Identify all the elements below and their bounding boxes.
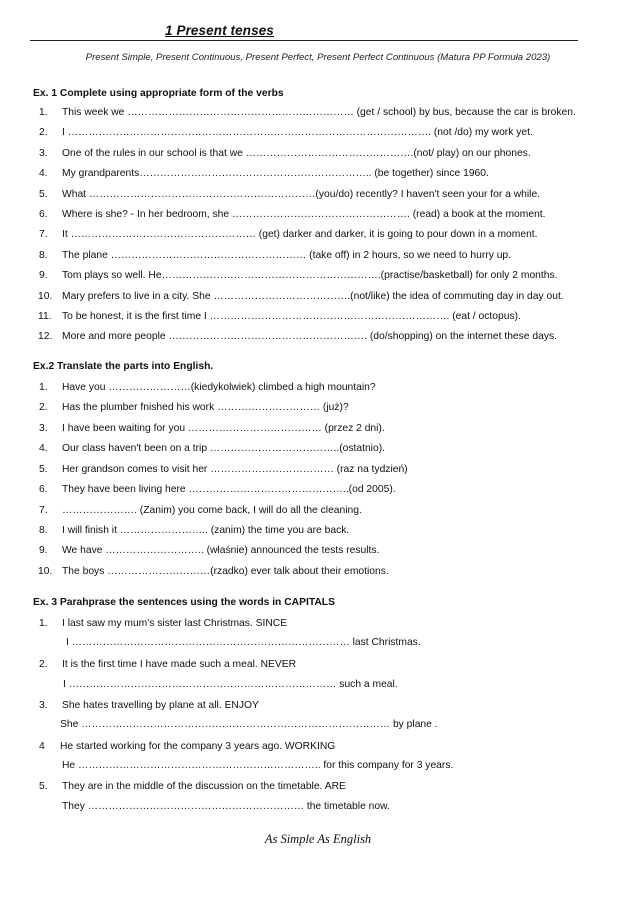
item-text: One of the rules in our school is that we ………………………………………….(not/ play) on our phones. [62, 148, 531, 159]
item-number: 1. [39, 107, 48, 118]
item-number: 11. [38, 311, 52, 322]
item-text: Mary prefers to live in a city. She ………………………………….(not/like) the idea of commuting day in day out. [62, 291, 564, 302]
item-number: 7. [39, 229, 48, 240]
item-text: Where is she? - In her bedroom, she ……………………………………………. (read) a book at the moment. [62, 209, 546, 220]
item-number: 3. [39, 700, 48, 711]
answer-line: I …………………………………………………………………… such a meal. [63, 679, 398, 690]
item-text: It is the first time I have made such a meal. NEVER [62, 659, 297, 670]
item-number: 8. [39, 525, 48, 536]
answer-line: He …………………………………………………………….. for this company for 3 years. [62, 760, 454, 771]
ex1-heading: Ex. 1 Complete using appropriate form of the verbs [33, 88, 284, 99]
item-text: I have been waiting for you ………………………………… (przez 2 dni). [62, 423, 385, 434]
item-number: 3. [39, 423, 48, 434]
item-text: I ……………………………………………………………………………………………. (not /do) my work yet. [62, 127, 533, 138]
item-number: 4. [39, 168, 48, 179]
item-number: 12. [38, 331, 53, 342]
item-text: This week we ………………………………………………………… (get / school) by bus, because the car is broken. [62, 107, 576, 118]
item-number: 1. [39, 382, 48, 393]
item-number: 1. [39, 618, 48, 629]
page-subtitle: Present Simple, Present Continuous, Present Perfect, Present Perfect Continuous (Matura PP Formuła 2023) [85, 52, 551, 63]
ex3-heading: Ex. 3 Parahprase the sentences using the words in CAPITALS [33, 597, 335, 608]
item-number: 5. [39, 464, 48, 475]
page-title: 1 Present tenses [165, 23, 274, 38]
item-text: To be honest, it is the first time I ……………………………………………………………. (eat / octopus). [62, 311, 521, 322]
item-text: Has the plumber fnished his work ………………………… (już)? [62, 402, 349, 413]
item-number: 9. [39, 545, 48, 556]
item-text: The plane ………………………………………………… (take off) in 2 hours, so we need to hurry up. [62, 250, 512, 261]
item-number: 10. [38, 291, 53, 302]
item-text: She hates travelling by plane at all. ENJOY [62, 700, 259, 711]
item-number: 2. [39, 659, 48, 670]
item-text: More and more people …………………………………………………. (do/shopping) on the internet these days. [62, 331, 558, 342]
item-number: 9. [39, 270, 48, 281]
item-number: 8. [39, 250, 48, 261]
item-number: 6. [39, 209, 48, 220]
answer-line: They ……………………………………………………… the timetable now. [62, 801, 390, 812]
item-text: He started working for the company 3 years ago. WORKING [60, 741, 336, 752]
item-number: 4. [39, 443, 48, 454]
item-text: …………………. (Zanim) you come back, I will do all the cleaning. [62, 505, 362, 516]
item-text: Our class haven't been on a trip ………………………………..(ostatnio). [62, 443, 385, 454]
item-number: 7. [39, 505, 48, 516]
item-number: 5. [39, 189, 48, 200]
item-text: They are in the middle of the discussion on the timetable. ARE [62, 781, 346, 792]
item-text: I last saw my mum's sister last Christmas. SINCE [62, 618, 288, 629]
item-text: What …………………………………………………………(you/do) recently? I haven't seen your for a while. [62, 189, 541, 200]
item-number: 3. [39, 148, 48, 159]
item-number: 10. [38, 566, 53, 577]
item-text: The boys …………………………(rzadko) ever talk about their emotions. [62, 566, 389, 577]
item-text: Her grandson comes to visit her ……………………………… (raz na tydzień) [62, 464, 408, 475]
title-underline [30, 22, 578, 41]
item-number: 6. [39, 484, 48, 495]
ex2-heading: Ex.2 Translate the parts into English. [33, 361, 214, 372]
item-text: My grandparents………………………………………………………….. (be together) since 1960. [62, 168, 489, 179]
answer-line: I ……………………………………………………………………… last Christmas. [66, 637, 421, 648]
item-number: 4 [39, 741, 45, 752]
item-text: It ……………………………………………… (get) darker and darker, it is going to pour down in a moment. [62, 229, 538, 240]
item-text: Have you ……………………(kiedykolwiek) climbed a high mountain? [62, 382, 376, 393]
answer-line: She ……………………………………………………………………………… by plane . [60, 719, 438, 730]
item-number: 2. [39, 402, 48, 413]
item-text: Tom plays so well. He……………………………………………………….(practise/basketball) for only 2 months. [62, 270, 558, 281]
item-text: They have been living here ………………………………………..(od 2005). [62, 484, 396, 495]
footer-text: As Simple As English [264, 832, 372, 846]
item-number: 2. [39, 127, 48, 138]
item-text: We have ……………………….. (właśnie) announced the tests results. [62, 545, 380, 556]
item-number: 5. [39, 781, 48, 792]
item-text: I will finish it …………………….. (zanim) the time you are back. [62, 525, 350, 536]
